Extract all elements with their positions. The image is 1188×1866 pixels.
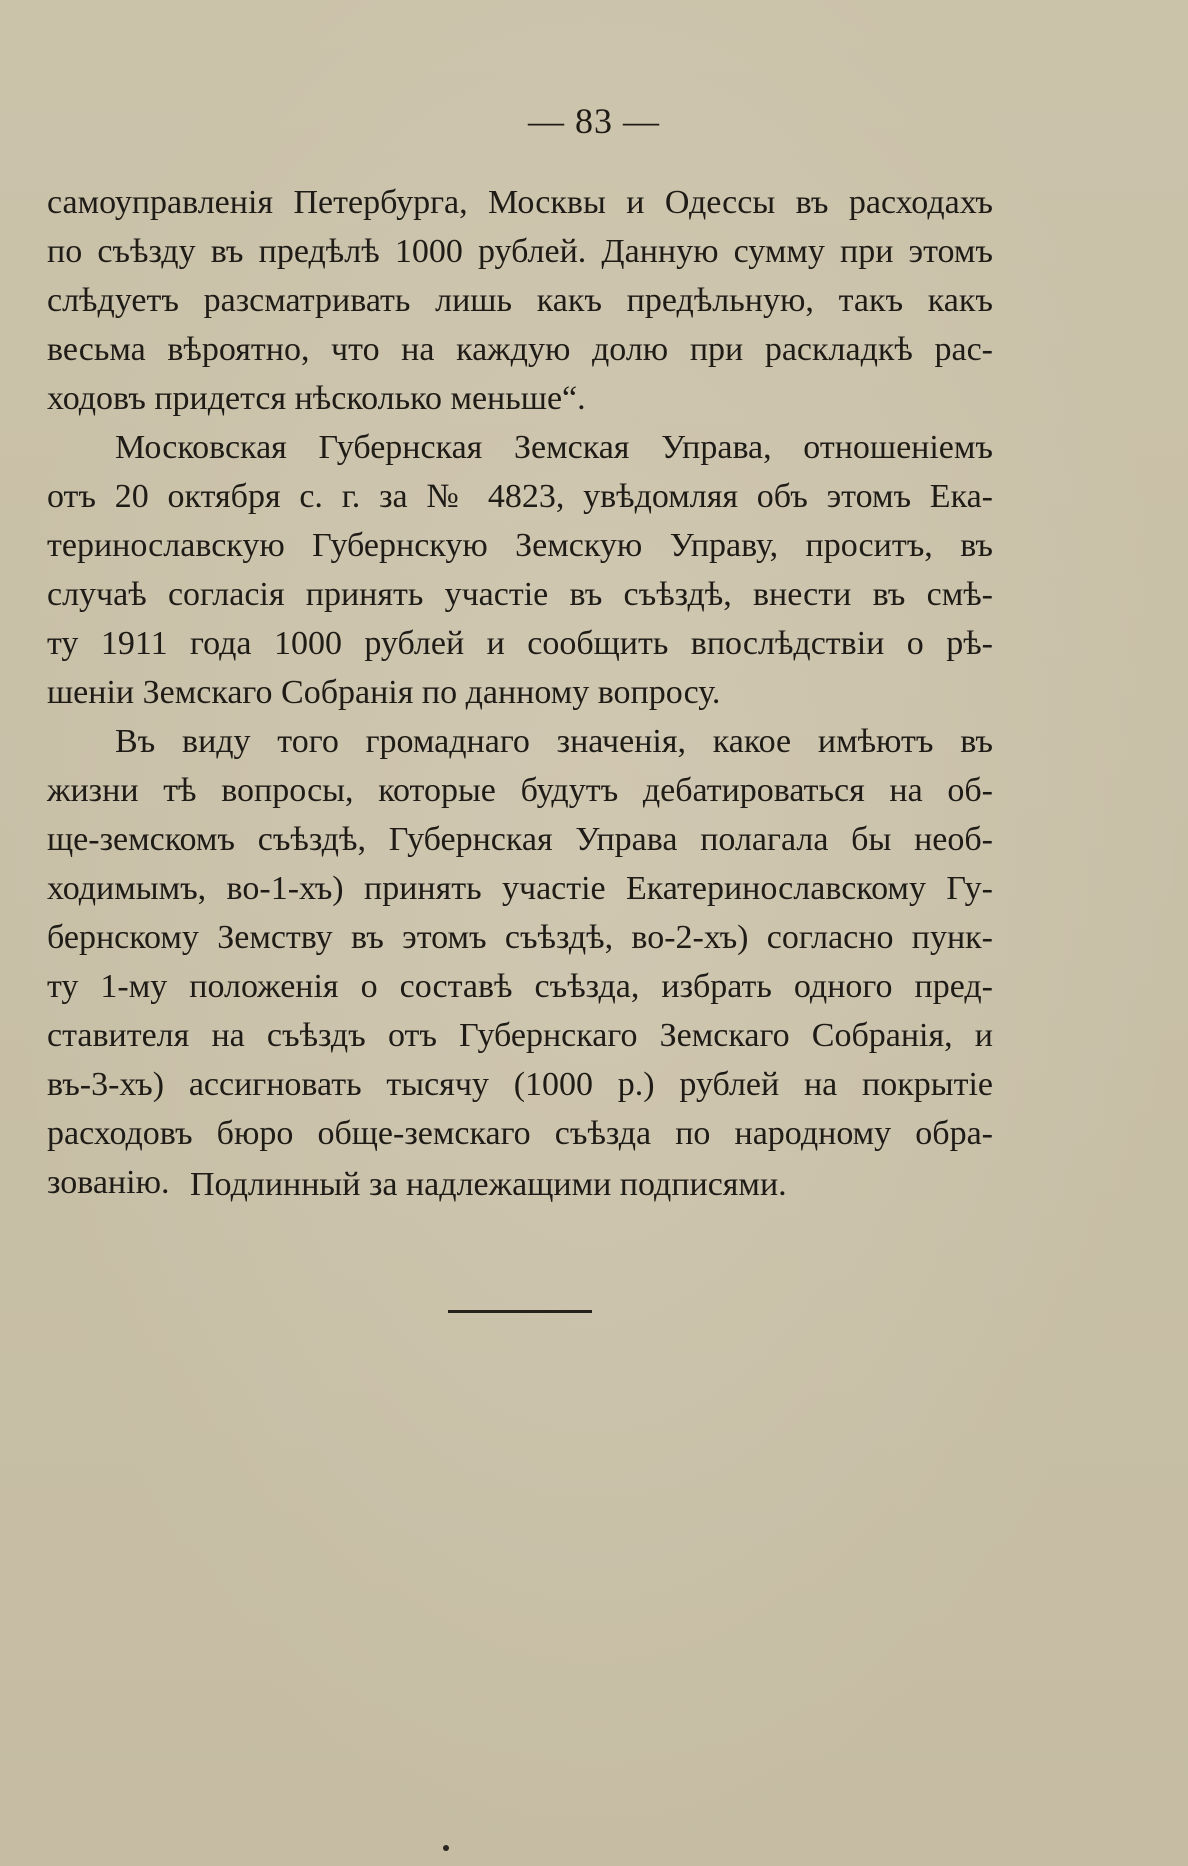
text-line: ходовъ придется нѣсколько меньше“. xyxy=(47,380,586,417)
text-line: Московская Губернская Земская Управа, отношеніемъ xyxy=(115,429,993,466)
text-line: въ-3-хъ) ассигновать тысячу (1000 р.) рублей на покрытіе xyxy=(47,1066,993,1103)
text-line: ходимымъ, во-1-хъ) принять участіе Екатеринославскому Гу- xyxy=(47,870,993,907)
text-line: шеніи Земскаго Собранія по данному вопросу. xyxy=(47,674,721,711)
separator-rule xyxy=(448,1310,592,1313)
text-line: теринославскую Губернскую Земскую Управу, проситъ, въ xyxy=(47,527,993,564)
page-number: — 83 — xyxy=(528,101,660,141)
text-line: расходовъ бюро обще-земскаго съѣзда по народному обра- xyxy=(47,1115,993,1152)
text-line: случаѣ согласія принять участіе въ съѣздѣ, внести въ смѣ- xyxy=(47,576,993,613)
text-line: бернскому Земству въ этомъ съѣздѣ, во-2-хъ) согласно пунк- xyxy=(47,919,993,956)
text-line: по съѣзду въ предѣлѣ 1000 рублей. Данную сумму при этомъ xyxy=(47,233,993,270)
text-line: ту 1-му положенія о составѣ съѣзда, избрать одного пред- xyxy=(47,968,993,1005)
print-speck xyxy=(443,1845,449,1851)
body-text xyxy=(47,178,993,1207)
closing-line: Подлинный за надлежащими подписями. xyxy=(190,1166,787,1203)
text-line: зованію. xyxy=(47,1164,170,1201)
text-line: ставителя на съѣздъ отъ Губернскаго Земскаго Собранія, и xyxy=(47,1017,993,1054)
text-line: жизни тѣ вопросы, которые будутъ дебатироваться на об- xyxy=(47,772,993,809)
text-line: весьма вѣроятно, что на каждую долю при раскладкѣ рас- xyxy=(47,331,993,368)
text-line: ту 1911 года 1000 рублей и сообщить впослѣдствіи о рѣ- xyxy=(47,625,993,662)
text-line: Въ виду того громаднаго значенія, какое имѣютъ въ xyxy=(115,723,993,760)
text-line: самоуправленія Петербурга, Москвы и Одессы въ расходахъ xyxy=(47,184,993,221)
text-line: слѣдуетъ разсматривать лишь какъ предѣльную, такъ какъ xyxy=(47,282,993,319)
text-line: отъ 20 октября с. г. за № 4823, увѣдомляя объ этомъ Ека- xyxy=(47,478,993,515)
text-line: ще-земскомъ съѣздѣ, Губернская Управа полагала бы необ- xyxy=(47,821,993,858)
